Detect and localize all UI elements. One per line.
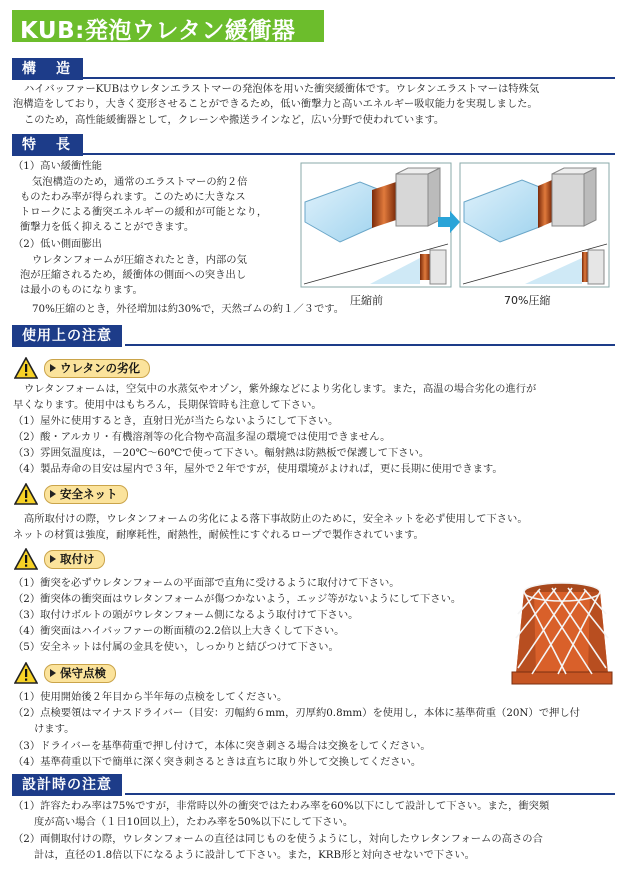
caption-before: 圧縮前 bbox=[350, 294, 383, 307]
degradation-item-2: （2）酸・アルカリ・有機溶剤等の化合物や高温多湿の環境では使用できません。 bbox=[13, 431, 391, 443]
mounting-item-4: （4）衝突面はハイバッファーの断面積の2.2倍以上大きくして下さい。 bbox=[13, 625, 345, 637]
feature-1-line-2: ものたわみ率が得られます。このために大きなス bbox=[20, 191, 246, 203]
heading-rule bbox=[72, 153, 615, 155]
heading-rule bbox=[72, 77, 615, 79]
mounting-item-3: （3）取付けボルトの頭がウレタンフォーム側になるよう取付けて下さい。 bbox=[13, 609, 359, 621]
degradation-line-1: ウレタンフォームは，空気中の水蒸気やオゾン，紫外線などにより劣化します。また，高温の場合劣化の進行が bbox=[24, 383, 537, 395]
feature-1-title: （1）高い緩衝性能 bbox=[13, 160, 102, 172]
feature-2-line-3: は最小のものになります。 bbox=[20, 284, 143, 296]
warning-icon bbox=[14, 483, 38, 505]
feature-1-line-4: 衝撃力を低く抑えることができます。 bbox=[20, 221, 195, 233]
inspection-item-1: （1）使用開始後２年目から半年毎の点検をしてください。 bbox=[13, 691, 288, 703]
safety-net-product-image bbox=[506, 578, 618, 688]
feature-1-line-1: 気泡構造のため，通常のエラストマーの約２倍 bbox=[32, 176, 248, 188]
mounting-label: 取付け bbox=[44, 550, 105, 569]
figure-after-compression bbox=[460, 163, 609, 287]
warning-icon bbox=[14, 357, 38, 379]
mounting-item-5: （5）安全ネットは付属の金具を使い，しっかりと結びつけて下さい。 bbox=[13, 641, 339, 653]
degradation-label: ウレタンの劣化 bbox=[44, 359, 150, 378]
mounting-item-2: （2）衝突体の衝突面はウレタンフォームが傷つかないよう，エッジ等がないようにして下さい。 bbox=[13, 593, 462, 605]
design-item-2: （2）両側取付けの際，ウレタンフォームの直径は同じものを使うようにし，対向したウレタンフォームの高さの合 bbox=[13, 833, 543, 845]
degradation-line-2: 早くなります。使用中はもちろん，長期保管時も注意して下さい。 bbox=[13, 399, 322, 411]
design-item-1: （1）許容たわみ率は75%ですが，非常時以外の衝突ではたわみ率を60%以下にして設計して下さい。また，衝突頻 bbox=[13, 800, 550, 812]
warning-icon bbox=[14, 662, 38, 684]
figure-before-compression bbox=[301, 163, 451, 287]
design-item-1-cont: 度が高い場合（１日10回以上），たわみ率を50%以下にして下さい。 bbox=[34, 816, 354, 828]
structure-line-1: ハイバッファーKUBはウレタンエラストマーの発泡体を用いた衝突緩衝体です。ウレタンエラストマーは特殊気 bbox=[24, 83, 540, 95]
feature-2-note: 70%圧縮のとき，外径増加は約30%で，天然ゴムの約１／３です。 bbox=[32, 303, 345, 315]
inspection-item-4: （4）基準荷重以下で簡単に深く突き刺さるときは直ちに取り外して交換してください。 bbox=[13, 756, 422, 768]
inspection-item-2-cont: けます。 bbox=[34, 723, 75, 735]
mounting-item-1: （1）衝突を必ずウレタンフォームの平面部で直角に受けるように取付けて下さい。 bbox=[13, 577, 400, 589]
feature-2-line-1: ウレタンフォームが圧縮されたとき，内部の気 bbox=[32, 254, 247, 266]
heading-rule bbox=[125, 344, 615, 346]
warning-icon bbox=[14, 548, 38, 570]
degradation-item-4: （4）製品寿命の目安は屋内で３年，屋外で２年ですが，使用環境がよければ，更に長期に使用できます。 bbox=[13, 463, 503, 475]
safety-net-label: 安全ネット bbox=[44, 485, 128, 504]
heading-rule bbox=[125, 793, 615, 795]
compression-diagram bbox=[300, 162, 610, 288]
caption-after: 70%圧縮 bbox=[504, 294, 551, 307]
safety-net-line-2: ネットの材質は強度，耐摩耗性，耐熱性，耐候性にすぐれるロープで製作されています。 bbox=[13, 529, 424, 541]
inspection-item-3: （3）ドライバーを基準荷重で押し付けて，本体に突き刺さる場合は交換をしてください。 bbox=[13, 740, 431, 752]
feature-2-title: （2）低い側面膨出 bbox=[13, 238, 102, 250]
feature-2-line-2: 泡が圧縮されるため，緩衝体の側面への突き出し bbox=[20, 269, 247, 281]
safety-net-line-1: 高所取付けの際，ウレタンフォームの劣化による落下事故防止のために，安全ネットを必ず使用して下さい。 bbox=[24, 513, 528, 525]
feature-1-line-3: トロークによる衝突エネルギーの緩和が可能となり， bbox=[20, 206, 268, 218]
structure-line-3: このため，高性能緩衝器として，クレーンや搬送ラインなど，広い分野で使われています。 bbox=[24, 114, 445, 126]
inspection-item-2: （2）点検要領はマイナスドライバー（目安：刃幅約６mm，刃厚約0.8mm）を使用し，本体に基準荷重（20N）で押し付 bbox=[13, 707, 580, 719]
inspection-label: 保守点検 bbox=[44, 664, 116, 683]
degradation-item-3: （3）雰囲気温度は，－20℃～60℃で使って下さい。輻射熱は防熱板で保護して下さい。 bbox=[13, 447, 430, 459]
page-title-bar bbox=[12, 10, 324, 42]
structure-line-2: 泡構造をしており，大きく変形させることができるため，低い衝撃力と高いエネルギー吸収能力を実現しました。 bbox=[13, 98, 538, 110]
page-title: KUB:発泡ウレタン緩衝器 bbox=[20, 18, 296, 44]
degradation-item-1: （1）屋外に使用するとき，直射日光が当たらないようにして下さい。 bbox=[13, 415, 339, 427]
design-item-2-cont: 計は，直径の1.8倍以下になるように設計して下さい。また，KRB形と対向させないで下さい。 bbox=[34, 849, 475, 861]
